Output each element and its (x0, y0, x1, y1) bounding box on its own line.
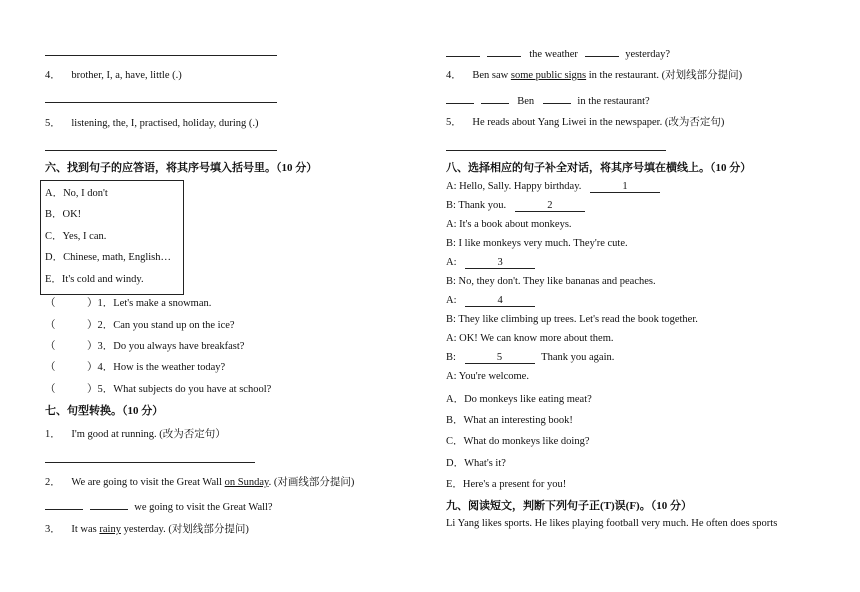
matching-item-3 (45, 338, 244, 353)
answer-text: we going to visit the Great Wall? (134, 502, 273, 513)
dialog-blank-4[interactable]: 4 (465, 295, 535, 307)
matching-item-1 (45, 295, 211, 310)
dialog-a6: A: You're welcome. (446, 371, 529, 382)
section-7-title: 七、句型转换。（10 分） (45, 405, 164, 417)
answer-line-3[interactable] (45, 55, 277, 56)
right-question-5 (446, 114, 724, 129)
matching-item-4 (45, 359, 225, 374)
question-text-pre: We are going to visit the Great Wall (71, 477, 225, 488)
section-9-title: 九、阅读短文，判断下列句子正(T)误(F)。（10 分） (446, 500, 692, 512)
question-4 (45, 67, 182, 82)
dialog-a2: A: It's a book about monkeys. (446, 219, 572, 230)
question-number: 5． (446, 117, 462, 128)
dialog-a5: A: OK! We can know more about them. (446, 333, 614, 344)
answer-text: Ben (517, 96, 535, 107)
answer-text: yesterday? (625, 49, 671, 60)
right-top-answer (446, 45, 670, 60)
answer-paren[interactable]: （ ） (45, 320, 98, 331)
question-text-post: yesterday. (对划线部分提问) (120, 524, 249, 535)
choice-d: D．What's it? (446, 458, 506, 469)
transform-1 (45, 426, 226, 441)
dialog-b4: B: They like climbing up trees. Let's read the book together. (446, 314, 698, 325)
transform-2 (45, 474, 354, 489)
matching-item-5 (45, 381, 271, 396)
blank[interactable] (487, 45, 521, 57)
right-question-4 (446, 67, 742, 82)
answer-line-r5[interactable] (446, 150, 666, 151)
underlined-phrase: rainy (99, 524, 121, 535)
dialog-b2: B: I like monkeys very much. They're cute. (446, 238, 628, 249)
answer-line-4[interactable] (45, 102, 277, 103)
option-d: D．Chinese, math, English… (45, 252, 171, 263)
blank[interactable] (543, 92, 571, 104)
question-text: He reads about Yang Liwei in the newspaper. (改为否定句) (472, 117, 725, 128)
dialog-blank-1[interactable]: 1 (590, 181, 660, 193)
underlined-phrase: on Sunday (224, 477, 269, 488)
transform-2-answer (45, 498, 273, 513)
blank[interactable] (45, 498, 83, 510)
dialog-blank-5[interactable]: 5 (465, 352, 535, 364)
question-text: I'm good at running. (改为否定句） (71, 429, 226, 440)
right-question-4-answer (446, 92, 650, 107)
option-a: A．No, I don't (45, 188, 108, 199)
blank[interactable] (90, 498, 128, 510)
answer-paren[interactable]: （ ） (45, 384, 98, 395)
question-text-pre: It was (71, 524, 100, 535)
choice-b: B．What an interesting book! (446, 415, 573, 426)
option-c: C．Yes, I can. (45, 231, 107, 242)
question-number: 4． (45, 70, 61, 81)
question-text-post: in the restaurant. (对划线部分提问) (586, 70, 743, 81)
blank[interactable] (446, 92, 474, 104)
dialog-text: A: (446, 295, 457, 306)
answer-paren[interactable]: （ ） (45, 362, 98, 373)
answer-line-5[interactable] (45, 150, 277, 151)
option-e: E．It's cold and windy. (45, 274, 144, 285)
section-8-title: 八、选择相应的句子补全对话，将其序号填在横线上。（10 分） (446, 162, 752, 174)
question-number: 2． (45, 477, 61, 488)
underlined-phrase: some public signs (510, 70, 587, 81)
dialog-b1 (446, 200, 585, 212)
answer-paren[interactable]: （ ） (45, 298, 98, 309)
transform-3 (45, 521, 249, 536)
answer-paren[interactable]: （ ） (45, 341, 98, 352)
choice-e: E．Here's a present for you! (446, 479, 567, 490)
dialog-blank-3[interactable]: 3 (465, 257, 535, 269)
section-6-title: 六、找到句子的应答语，将其序号填入括号里。（10 分） (45, 162, 318, 174)
blank[interactable] (585, 45, 619, 57)
question-text-pre: Ben saw (472, 70, 511, 81)
dialog-blank-2[interactable]: 2 (515, 200, 585, 212)
question-number: 4． (446, 70, 462, 81)
dialog-text: A: Hello, Sally. Happy birthday. (446, 181, 582, 192)
question-number: 3． (45, 524, 61, 535)
dialog-text: Thank you again. (541, 352, 615, 363)
choice-c: C．What do monkeys like doing? (446, 436, 590, 447)
question-number: 5． (45, 118, 61, 129)
reading-passage: Li Yang likes sports. He likes playing football very much. He often does sports (446, 518, 778, 529)
matching-text: 3．Do you always have breakfast? (97, 341, 245, 352)
dialog-text: B: Thank you. (446, 200, 507, 211)
dialog-b5 (446, 352, 614, 364)
question-5 (45, 115, 258, 130)
question-text: brother, I, a, have, little (.) (71, 70, 182, 81)
question-text-post: . (对画线部分提问) (268, 477, 355, 488)
matching-text: 2．Can you stand up on the ice? (97, 320, 235, 331)
dialog-text: B: (446, 352, 456, 363)
dialog-a1 (446, 181, 660, 193)
question-text: listening, the, I, practised, holiday, during (.) (71, 118, 259, 129)
matching-item-2 (45, 317, 235, 332)
blank[interactable] (481, 92, 509, 104)
answer-text: the weather (529, 49, 578, 60)
dialog-a4 (446, 295, 535, 307)
option-b: B．OK! (45, 209, 82, 220)
dialog-a3 (446, 257, 535, 269)
question-number: 1． (45, 429, 61, 440)
answer-line-t1[interactable] (45, 462, 255, 463)
matching-text: 1．Let's make a snowman. (97, 298, 212, 309)
dialog-b3: B: No, they don't. They like bananas and peaches. (446, 276, 656, 287)
matching-text: 5．What subjects do you have at school? (97, 384, 272, 395)
choice-a: A．Do monkeys like eating meat? (446, 394, 592, 405)
dialog-text: A: (446, 257, 457, 268)
blank[interactable] (446, 45, 480, 57)
matching-text: 4．How is the weather today? (97, 362, 226, 373)
answer-text: in the restaurant? (577, 96, 650, 107)
